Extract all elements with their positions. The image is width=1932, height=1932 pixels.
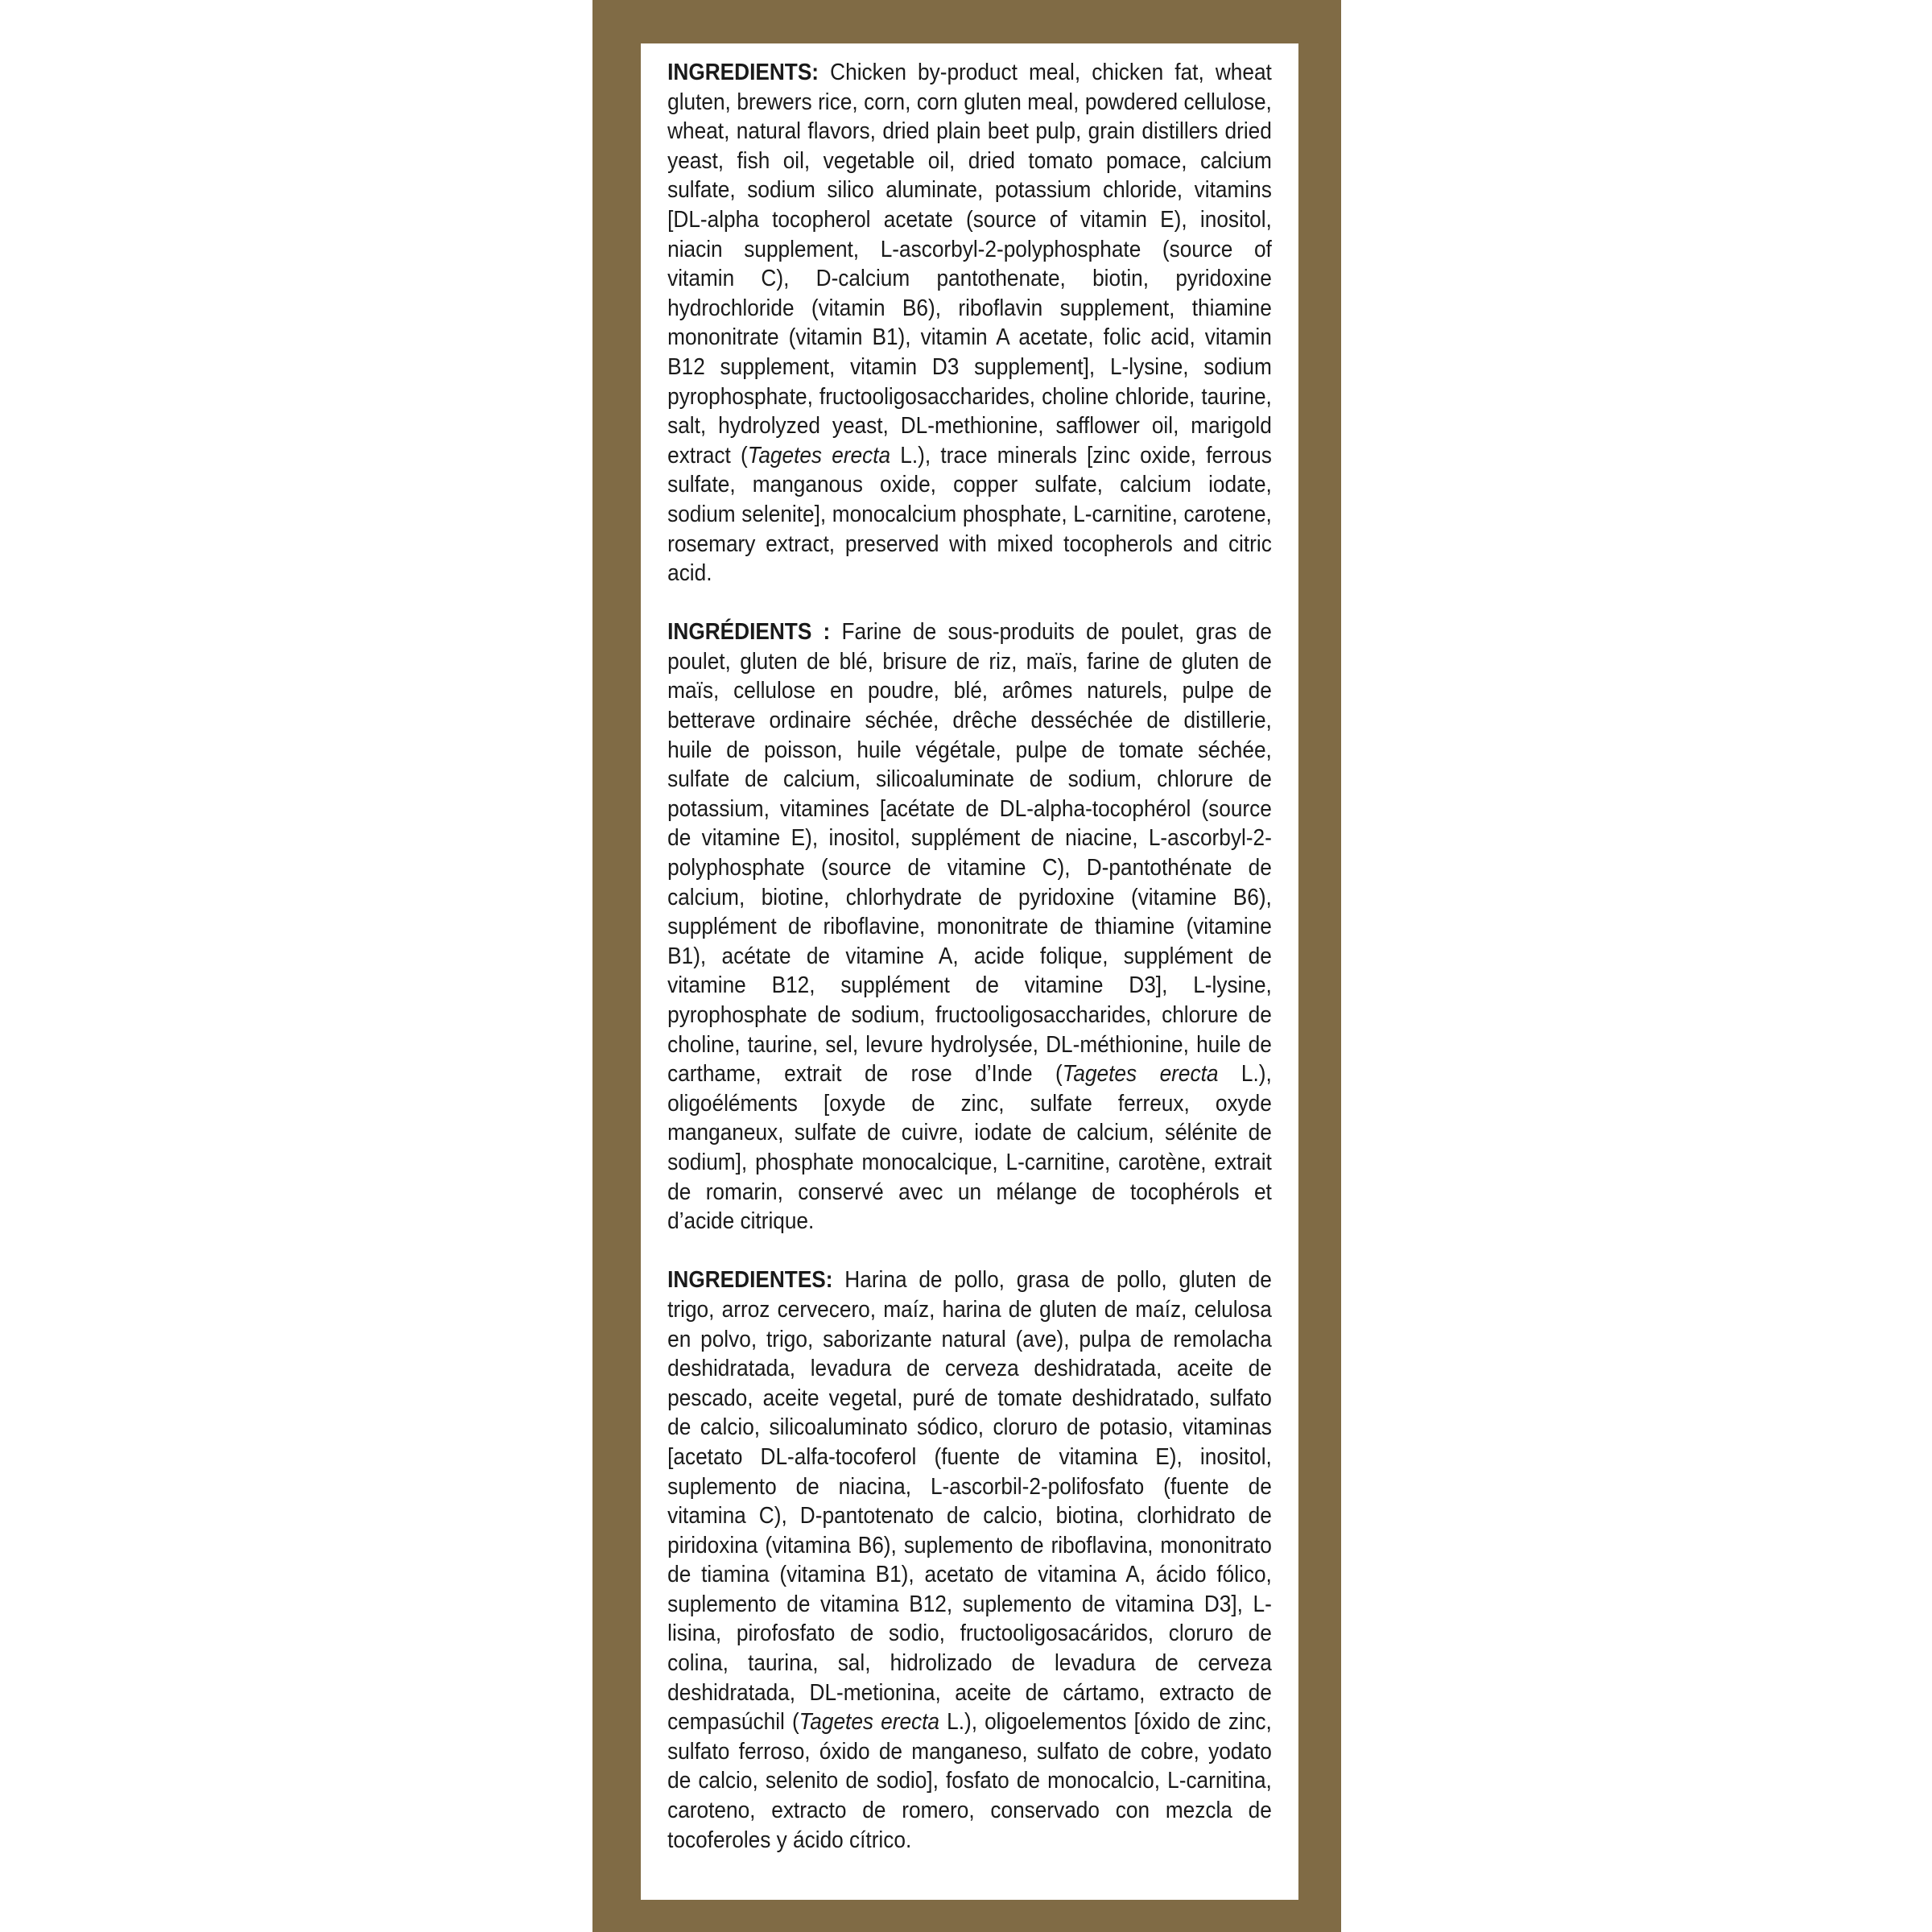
ingredients-spanish <box>667 1265 1272 1855</box>
ingredients-label <box>641 43 1298 1900</box>
ingredient-text: L.), oligoelementos [óxido de zinc, sulfato ferroso, óxido de manganeso, sulfato de cobre, yodato de calcio, selenito de sodio], fosfato de monocalcio, L-carnitina, caroteno, extracto de romero, conservado con mezcla de tocoferoles y ácido cítrico. <box>667 1709 1272 1853</box>
latin-name: Tagetes erecta <box>747 442 891 469</box>
section-heading: INGREDIENTS: <box>667 60 819 85</box>
ingredient-text: Chicken by-product meal, chicken fat, wheat gluten, brewers rice, corn, corn gluten meal, powdered cellulose, wheat, natural flavors, dried plain beet pulp, grain distillers dried yeast, fish oil, vegetable oil, dried tomato pomace, calcium sulfate, sodium silico aluminate, potassium chloride, vitamins [DL-alpha tocopherol acetate (source of vitamin E), inositol, niacin supplement, L-ascorbyl-2-polyphosphate (source of vitamin C), D-calcium pantothenate, biotin, pyridoxine hydrochloride (vitamin B6), riboflavin supplement, thiamine mononitrate (vitamin B1), vitamin A acetate, folic acid, vitamin B12 supplement, vitamin D3 supplement], L-lysine, sodium pyrophosphate, fructooligosaccharides, choline chloride, taurine, salt, hydrolyzed yeast, DL-methionine, safflower oil, marigold extract ( <box>667 60 1272 469</box>
latin-name: Tagetes erecta <box>1062 1061 1219 1088</box>
section-heading: INGREDIENTES: <box>667 1267 833 1294</box>
ingredients-english <box>667 58 1272 588</box>
ingredient-text: L.), oligoéléments [oxyde de zinc, sulfate ferreux, oxyde manganeux, sulfate de cuivre, iodate de calcium, sélénite de sodium], phosphate monocalcique, L-carnitine, carotène, extrait de romarin, conservé avec un mélange de tocophérols et d’acide citrique. <box>667 1061 1272 1235</box>
ingredient-text: Farine de sous-produits de poulet, gras de poulet, gluten de blé, brisure de riz, maïs, farine de gluten de maïs, cellulose en poudre, blé, arômes naturels, pulpe de betterave ordinaire séchée, drêche desséchée de distillerie, huile de poisson, huile végétale, pulpe de tomate séchée, sulfate de calcium, silicoaluminate de sodium, chlorure de potassium, vitamines [acétate de DL-alpha-tocophérol (source de vitamine E), inositol, supplément de niacine, L-ascorbyl-2-polyphosphate (source de vitamine C), D-pantothénate de calcium, biotine, chlorhydrate de pyridoxine (vitamine B6), supplément de riboflavine, mononitrate de thiamine (vitamine B1), acétate de vitamine A, acide folique, supplément de vitamine B12, supplément de vitamine D3], L-lysine, pyrophosphate de sodium, fructooligosaccharides, chlorure de choline, taurine, sel, levure hydrolysée, DL-méthionine, huile de carthame, extrait de rose d’Inde ( <box>667 619 1272 1088</box>
ingredients-french <box>667 617 1272 1236</box>
ingredient-text: Harina de pollo, grasa de pollo, gluten de trigo, arroz cervecero, maíz, harina de gluten de maíz, celulosa en polvo, trigo, saborizante natural (ave), pulpa de remolacha deshidratada, levadura de cerveza deshidratada, aceite de pescado, aceite vegetal, puré de tomate deshidratado, sulfato de calcio, silicoaluminato sódico, cloruro de potasio, vitaminas [acetato DL-alfa-tocoferol (fuente de vitamina E), inositol, suplemento de niacina, L-ascorbil-2-polifosfato (fuente de vitamina C), D-pantotenato de calcio, biotina, clorhidrato de piridoxina (vitamina B6), suplemento de riboflavina, mononitrato de tiamina (vitamina B1), acetato de vitamina A, ácido fólico, suplemento de vitamina B12, suplemento de vitamina D3], L-lisina, pirofosfato de sodio, fructooligosacáridos, cloruro de colina, taurina, sal, hidrolizado de levadura de cerveza deshidratada, DL-metionina, aceite de cártamo, extracto de cempasúchil ( <box>667 1267 1272 1736</box>
latin-name: Tagetes erecta <box>799 1709 940 1736</box>
ingredient-text: L.), trace minerals [zinc oxide, ferrous sulfate, manganous oxide, copper sulfate, calcium iodate, sodium selenite], monocalcium phosphate, L-carnitine, carotene, rosemary extract, preserved with mixed tocopherols and citric acid. <box>667 442 1272 587</box>
section-heading: INGRÉDIENTS : <box>667 619 831 646</box>
